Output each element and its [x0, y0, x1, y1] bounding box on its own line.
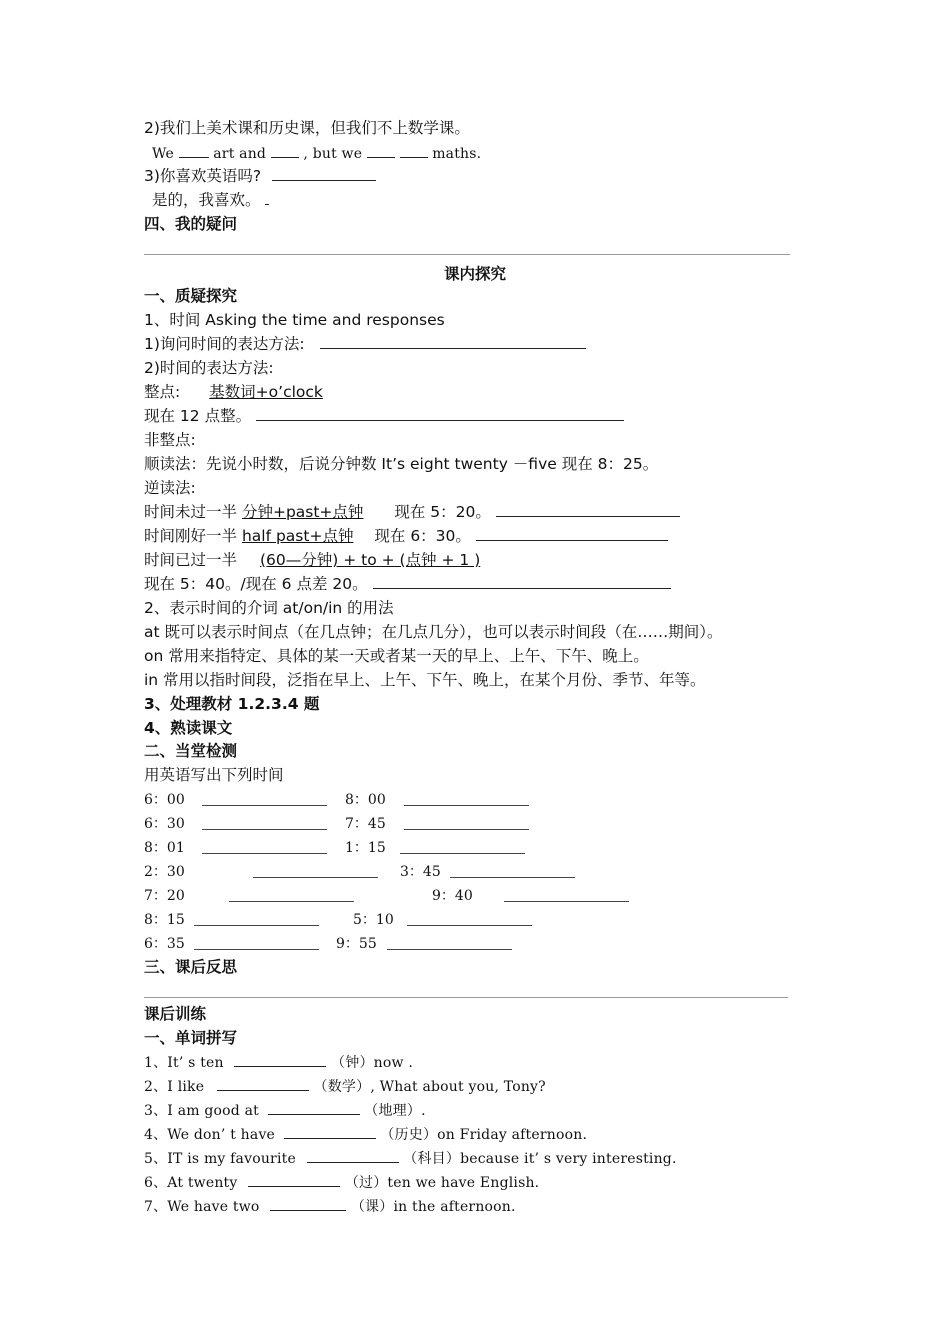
item-1-time: 1、时间 Asking the time and responses [144, 311, 445, 329]
item-hint: （课） [350, 1199, 394, 1215]
half-label: 时间刚好一半 [144, 527, 238, 545]
question-2-chinese: 2)我们上美术课和历史课，但我们不上数学课。 [144, 119, 470, 137]
time-label: 9：55 [336, 936, 377, 952]
non-whole-label: 非整点: [144, 431, 196, 449]
after-half-blank[interactable] [373, 574, 671, 589]
after-half-formula: (60—分钟) + to + (点钟 + 1 ) [259, 551, 481, 569]
section-my-questions: 四、我的疑问 [144, 215, 238, 233]
item-hint: （过） [344, 1175, 388, 1191]
item-suffix: because it’ s very interesting. [460, 1151, 677, 1167]
time-answer-line[interactable] [407, 925, 532, 926]
question-3 [144, 166, 376, 186]
item-prefix: 7、We have two [144, 1199, 260, 1215]
question-3-chinese: 3)你喜欢英语吗? [144, 167, 262, 185]
item-prefix: 5、IT is my favourite [144, 1151, 296, 1167]
item-hint: （数学） [313, 1079, 371, 1095]
spelling-blank[interactable] [284, 1124, 376, 1139]
express-time-label: 2)时间的表达方法: [144, 359, 274, 377]
q2-blank-1[interactable] [179, 143, 209, 158]
q3-answer-text: 是的，我喜欢。 [152, 191, 261, 209]
question-3-answer [152, 190, 269, 210]
question-2-english [152, 143, 481, 164]
time-label: 9：40 [432, 888, 473, 904]
spelling-item [144, 1052, 413, 1073]
item-hint: （地理） [364, 1103, 422, 1119]
item-hint: （科目） [403, 1151, 461, 1167]
q3-blank[interactable] [272, 166, 376, 181]
whole-hour-label: 整点: [144, 383, 181, 401]
half-row [144, 526, 668, 546]
spelling-item [144, 1148, 677, 1169]
time-label: 2：30 [144, 864, 185, 880]
section-word-spelling: 一、单词拼写 [144, 1029, 238, 1047]
in-usage: in 常用以指时间段，泛指在早上、上午、下午、晚上，在某个月份、季节、年等。 [144, 671, 706, 689]
divider-line-2 [144, 997, 788, 998]
time-label: 1：15 [345, 840, 386, 856]
item-suffix: on Friday afternoon. [437, 1127, 588, 1143]
item-suffix: in the afternoon. [393, 1199, 516, 1215]
before-half-label: 时间未过一半 [144, 503, 238, 521]
item-prefix: 2、I like [144, 1079, 205, 1095]
q2-word-but-we: , but we [303, 146, 363, 162]
now-12-blank[interactable] [256, 406, 624, 421]
spelling-blank[interactable] [234, 1052, 326, 1067]
section-reflection: 三、课后反思 [144, 958, 238, 976]
q2-word-art-and: art and [213, 146, 267, 162]
spelling-blank[interactable] [268, 1100, 360, 1115]
time-label: 6：35 [144, 936, 185, 952]
item-3-textbook: 3、处理教材 1.2.3.4 题 [144, 695, 320, 713]
reverse-reading-label: 逆读法: [144, 479, 196, 497]
time-label: 8：00 [345, 792, 386, 808]
section-inquiry: 一、质疑探究 [144, 287, 238, 305]
time-label: 5：10 [353, 912, 394, 928]
spelling-blank[interactable] [307, 1148, 399, 1163]
explore-title: 课内探究 [443, 265, 506, 283]
forward-reading: 顺读法：先说小时数，后说分钟数 It’s eight twenty －five 现在 8：25。 [144, 455, 659, 473]
time-answer-line[interactable] [400, 853, 525, 854]
time-label: 8：01 [144, 840, 185, 856]
item-suffix: , What about you, Tony? [370, 1079, 546, 1095]
half-formula: half past+点钟 [241, 527, 354, 545]
time-answer-line[interactable] [450, 877, 575, 878]
time-answer-line[interactable] [202, 853, 327, 854]
section-class-test: 二、当堂检测 [144, 742, 238, 760]
whole-hour-row [144, 382, 323, 402]
item-suffix: now . [373, 1055, 413, 1071]
item-prefix: 1、It’ s ten [144, 1055, 224, 1071]
q2-blank-4[interactable] [400, 143, 428, 158]
ask-time-blank[interactable] [320, 334, 586, 349]
ask-time-label: 1)询问时间的表达方法: [144, 335, 305, 353]
q3-answer-blank[interactable] [265, 190, 269, 205]
half-example: 现在 6：30。 [374, 527, 471, 545]
after-half-label: 时间已过一半 [144, 551, 238, 569]
q2-blank-3[interactable] [367, 143, 395, 158]
item-2-prepositions: 2、表示时间的介词 at/on/in 的用法 [144, 599, 394, 617]
after-half-example-row [144, 574, 671, 594]
time-answer-line[interactable] [404, 805, 529, 806]
time-label: 6：30 [144, 816, 185, 832]
time-answer-line[interactable] [194, 925, 319, 926]
q2-blank-2[interactable] [271, 143, 299, 158]
now-12-row [144, 406, 624, 426]
before-half-row [144, 502, 680, 522]
time-answer-line[interactable] [253, 877, 378, 878]
spelling-item [144, 1100, 426, 1121]
before-half-blank[interactable] [496, 502, 680, 517]
after-half-row [144, 550, 480, 570]
item-suffix: ten we have English. [387, 1175, 540, 1191]
time-answer-line[interactable] [229, 901, 354, 902]
time-label: 3：45 [400, 864, 441, 880]
time-answer-line[interactable] [202, 805, 327, 806]
time-answer-line[interactable] [387, 949, 512, 950]
q2-word-we: We [152, 146, 174, 162]
spelling-blank[interactable] [248, 1172, 340, 1187]
half-blank[interactable] [476, 526, 668, 541]
after-half-example: 现在 5：40。/现在 6 点差 20。 [144, 575, 368, 593]
time-task-instruction: 用英语写出下列时间 [144, 766, 284, 784]
q2-word-maths: maths. [432, 146, 482, 162]
item-hint: （历史） [380, 1127, 438, 1143]
spelling-item [144, 1196, 516, 1217]
spelling-item [144, 1172, 539, 1193]
spelling-item [144, 1076, 546, 1097]
before-half-example: 现在 5：20。 [394, 503, 491, 521]
time-answer-line[interactable] [404, 829, 529, 830]
time-label: 8：15 [144, 912, 185, 928]
whole-hour-formula: 基数词+o’clock [209, 383, 323, 401]
time-label: 7：20 [144, 888, 185, 904]
spelling-blank[interactable] [217, 1076, 309, 1091]
at-usage: at 既可以表示时间点（在几点钟；在几点几分），也可以表示时间段（在……期间）。 [144, 623, 723, 641]
divider-line-1 [144, 254, 790, 255]
item-prefix: 6、At twenty [144, 1175, 238, 1191]
item-prefix: 3、I am good at [144, 1103, 259, 1119]
after-class-title: 课后训练 [144, 1005, 207, 1023]
on-usage: on 常用来指特定、具体的某一天或者某一天的早上、上午、下午、晚上。 [144, 647, 649, 665]
item-prefix: 4、We don’ t have [144, 1127, 276, 1143]
time-answer-line[interactable] [504, 901, 629, 902]
time-label: 7：45 [345, 816, 386, 832]
ask-time-row [144, 334, 586, 354]
before-half-formula: 分钟+past+点钟 [241, 503, 364, 521]
item-4-read-text: 4、熟读课文 [144, 719, 233, 737]
spelling-blank[interactable] [270, 1196, 346, 1211]
time-answer-line[interactable] [202, 829, 327, 830]
time-answer-line[interactable] [194, 949, 319, 950]
item-hint: （钟） [331, 1055, 374, 1071]
time-label: 6：00 [144, 792, 185, 808]
item-suffix: . [421, 1103, 426, 1119]
spelling-item [144, 1124, 587, 1145]
now-12-text: 现在 12 点整。 [144, 407, 252, 425]
